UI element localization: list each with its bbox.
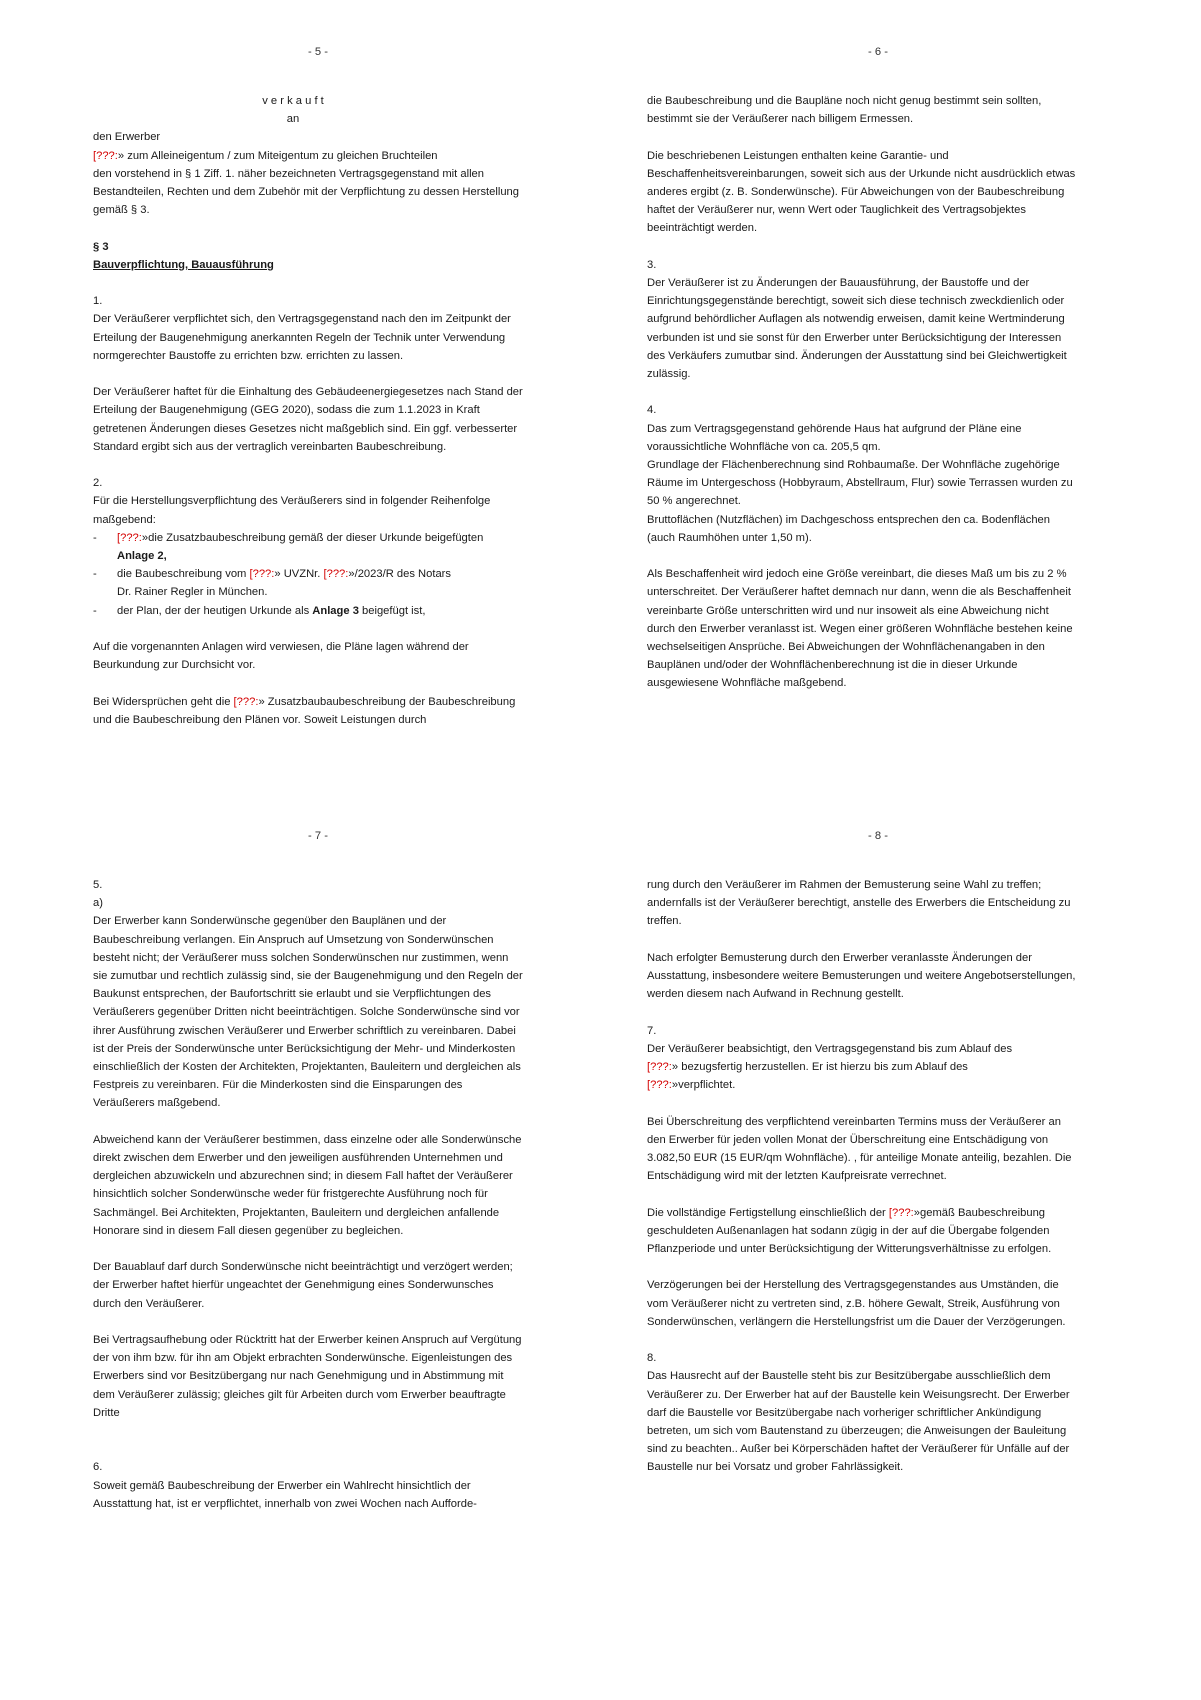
clause-3-number: 3. (647, 258, 657, 271)
bemusterung-paragraph: Nach erfolgter Bemusterung durch den Erwerber veranlasste Änderungen der Ausstattung, insbesondere weitere Bemusterungen und weitere Angebotserstellungen, werden diesem nach Aufwand in Rechnung gestellt. (647, 951, 1076, 1001)
fertigstellung-text: »gemäß Baubeschreibung geschuldeten Außenanlagen hat sodann zügig in der auf die Übergabe folgenden Pflanzperiode und unter Berücksichtigung der Witterungsverhältnisse zu erfolgen. (647, 1206, 1052, 1255)
geg-paragraph: Der Veräußerer haftet für die Einhaltung des Gebäudeenergiegesetzes nach Stand der Erteilung der Baugenehmigung (GEG 2020), sodass die zum 1.1.2023 in Kraft getretenen Änderungen dieses Gesetzes nicht maßgeblich sind. Ein ggf. verbesserter Standard ergibt sich aus der vertraglich vereinbarten Baubeschreibung. (93, 386, 523, 453)
placeholder-marker: [???: (323, 568, 349, 581)
list-dash: - (93, 531, 97, 544)
page-number-6: - 6 - (868, 46, 888, 58)
placeholder-marker: [???: (117, 531, 142, 544)
clause-4-text: Bruttoflächen (Nutzflächen) im Dachgeschoss entsprechen den ca. Bodenflächen (auch Raumhöhen unter 1,50 m). (647, 513, 1050, 544)
clause-4-text: Grundlage der Flächenberechnung sind Rohbaumaße. Der Wohnfläche zugehörige Räume im Untergeschoss (Hobbyraum, Abstellraum, Flur) sowie Terrassen wurden zu 50 % angerechnet. (647, 459, 1073, 508)
page-5 (93, 92, 523, 747)
fertigstellung-paragraph (647, 1204, 1077, 1259)
clause-7-number: 7. (647, 1024, 657, 1037)
clause-2-text: Für die Herstellungsverpflichtung des Veräußerers sind in folgender Reihenfolge maßgebend: (93, 495, 491, 526)
page-8 (647, 876, 1077, 1495)
list-text: »die Zusatzbaubeschreibung gemäß der dieser Urkunde beigefügten (141, 531, 484, 544)
list-item (93, 565, 523, 601)
list-dash: - (93, 568, 97, 581)
list-item (93, 529, 523, 565)
clause-1-text: Der Veräußerer verpflichtet sich, den Vertragsgegenstand nach den im Zeitpunkt der Erteilung der Baugenehmigung anerkannten Regeln der Technik unter Verwendung normgerechter Baustoffe zu errichten bzw. errichten zu lassen. (93, 313, 511, 362)
clause-7-text-part: »verpflichtet. (671, 1079, 736, 1092)
continuation-paragraph: die Baubeschreibung und die Baupläne noch nicht genug bestimmt sein sollten, bestimmt sie der Veräußerer nach billigem Ermessen. (647, 95, 1042, 126)
placeholder-marker: [???: (249, 568, 275, 581)
list-text: Dr. Rainer Regler in München. (117, 586, 268, 599)
page-number-8: - 8 - (868, 830, 888, 842)
abweichend-paragraph: Abweichend kann der Veräußerer bestimmen, dass einzelne oder alle Sonderwünsche direkt zwischen dem Erwerber und den jeweiligen ausführenden Unternehmen und dergleichen abzuwickeln und abzurechnen sind; in diesem Fall haftet der Veräußerer hinsichtlich solcher Sonderwünsche weder für fristgerechte Ausführung noch für Sachmängel. Bei Architekten, Projektanten, Bauleitern und dergleichen anfallende Honorare sind in diesem Fall diesen gegenüber zu begleichen. (93, 1133, 522, 1237)
page-number-7: - 7 - (308, 830, 328, 842)
page-7 (93, 876, 523, 1531)
widerspruch-text: Bei Widersprüchen geht die (93, 695, 234, 708)
section-3-title: Bauverpflichtung, Bauausführung (93, 258, 274, 271)
placeholder-marker: [???: (233, 695, 259, 708)
sonderwuensche-paragraph: Der Erwerber kann Sonderwünsche gegenüber den Bauplänen und der Baubeschreibung verlangen. Ein Anspruch auf Umsetzung von Sonderwünschen besteht nicht; der Veräußerer muss solchen Sonderwünschen nur zustimmen, wenn sie zumutbar und rechtlich zulässig sind, sie der Baugenehmigung und den Regeln der Baukunst entsprechen, der Baufortschritt sie erlaubt und sie Verpflichtungen des Veräußerers gegenüber Dritten nicht beeinträchtigen. Solche Sonderwünsche sind vor ihrer Ausführung zwischen Veräußerer und Erwerber schriftlich zu vereinbaren. Dabei ist der Preis der Sonderwünsche unter Berücksichtigung der Mehr- und Minderkosten einschließlich der Kosten der Architekten, Projektanten, Bauleitern und dergleichen als Festpreis zu vereinbaren. Für die Minderkosten sind die Einsparungen des Veräußerers maßgebend. (93, 915, 523, 1110)
anlage-2-label: Anlage 2, (117, 550, 167, 563)
beschaffenheit-paragraph: Als Beschaffenheit wird jedoch eine Größe vereinbart, die dieses Maß um bis zu 2 % unterschreitet. Der Veräußerer haftet demnach nur dann, wenn die als Beschaffenheit vereinbarte Größe unterschritten wird und nur insoweit als eine Abweichung nicht durch den Erwerber veranlasst ist. Wegen einer größeren Wohnfläche bestehen keine wechselseitigen Ansprüche. Bei Abweichungen der Wohnflächenangaben in den Bauplänen und/oder der Wohnflächenberechnung ist die in dieser Urkunde ausgewiesene Wohnfläche maßgebend. (647, 568, 1073, 690)
gegenstand-paragraph: den vorstehend in § 1 Ziff. 1. näher bezeichneten Vertragsgegenstand mit allen Bestandteilen, Rechten und dem Zubehör mit der Verpflichtung zu dessen Herstellung gemäß § 3. (93, 167, 519, 217)
widerspruch-paragraph (93, 693, 523, 729)
continuation-paragraph: rung durch den Veräußerer im Rahmen der Bemusterung seine Wahl zu treffen; andernfalls ist der Veräußerer berechtigt, anstelle des Erwerbers die Entscheidung zu treffen. (647, 879, 1071, 928)
placeholder-marker: [???: (647, 1079, 672, 1092)
eigentum-line (93, 147, 523, 165)
eigentum-text: » zum Alleineigentum / zum Miteigentum zu gleichen Bruchteilen (117, 149, 438, 162)
placeholder-marker: [???: (93, 149, 118, 162)
page-6 (647, 92, 1077, 711)
clause-8-text: Das Hausrecht auf der Baustelle steht bis zur Besitzübergabe ausschließlich dem Veräußerer zu. Der Erwerber hat auf der Baustelle kein Weisungsrecht. Der Erwerber darf die Baustelle vor Besitzübergabe nach vorheriger schriftlicher Ankündigung betreten, um sich vom Bautenstand zu überzeugen; die Anweisungen der Bauleitung sind zu beachten.. Außer bei Körperschäden haftet der Veräußerer für Unfälle auf der Baustelle nur bei Vorsatz und grober Fahrlässigkeit. (647, 1370, 1070, 1474)
list-text: beigefügt ist, (358, 604, 426, 617)
clause-7-text: Der Veräußerer beabsichtigt, den Vertragsgegenstand bis zum Ablauf des (647, 1042, 1013, 1055)
widerspruch-text: » Zusatzbaubaubeschreibung der Baubeschreibung und die Baubeschreibung den Plänen vor. Soweit Leistungen durch (93, 695, 516, 726)
clause-3-text: Der Veräußerer ist zu Änderungen der Bauausführung, der Baustoffe und der Einrichtungsgegenstände berechtigt, soweit sich diese technisch zweckdienlich oder aufgrund behördlicher Auflagen als notwendig erweisen, damit keine Wertminderung verbunden ist und sie sonst für den Erwerber unter Berücksichtigung der Interessen des Verkäufers zumutbar sind. Änderungen der Ausstattung sind bei Gleichwertigkeit zulässig. (647, 277, 1067, 381)
verkauft-line: v e r k a u f t (262, 95, 324, 107)
verweis-paragraph: Auf die vorgenannten Anlagen wird verwiesen, die Pläne lagen während der Beurkundung zur Durchsicht vor. (93, 641, 469, 672)
bauablauf-paragraph: Der Bauablauf darf durch Sonderwünsche nicht beeinträchtigt und verzögert werden; der Erwerber haftet hierfür ungeachtet der Genehmigung eines Sonderwunsches durch den Veräußerer. (93, 1261, 513, 1310)
clause-8-number: 8. (647, 1352, 657, 1365)
fertigstellung-text: Die vollständige Fertigstellung einschließlich der (647, 1206, 889, 1219)
section-3-number: § 3 (93, 240, 109, 253)
list-text: »/2023/R des Notars (348, 568, 451, 581)
verzoegerung-paragraph: Verzögerungen bei der Herstellung des Vertragsgegenstandes aus Umständen, die vom Veräußerer nicht zu vertreten sind, z.B. höhere Gewalt, Streik, Ausführung von Sonderwünschen, verlängern die Herstellungsfrist um die Dauer der Verzögerungen. (647, 1279, 1066, 1328)
list-text: die Baubeschreibung vom (117, 568, 250, 581)
termin-paragraph: Bei Überschreitung des verpflichtend vereinbarten Termins muss der Veräußerer an den Erwerber für jeden vollen Monat der Überschreitung eine Entschädigung von 3.082,50 EUR (15 EUR/qm Wohnfläche). , für anteilige Monate anteilig, bezahlen. Die Entschädigung wird mit der letzten Kaufpreisrate verrechnet. (647, 1115, 1072, 1183)
clause-7-text (647, 1058, 1077, 1076)
anlage-3-label: Anlage 3 (312, 604, 359, 617)
an-line: an (286, 113, 300, 126)
clause-6-text: Soweit gemäß Baubeschreibung der Erwerber ein Wahlrecht hinsichtlich der Ausstattung hat, ist er verpflichtet, innerhalb von zwei Wochen nach Aufforde- (93, 1479, 477, 1510)
erwerber-line: den Erwerber (93, 131, 161, 144)
clause-7-text (647, 1076, 1077, 1094)
garantie-paragraph: Die beschriebenen Leistungen enthalten keine Garantie- und Beschaffenheitsvereinbarungen, soweit sich aus der Urkunde nicht ausdrücklich etwas anderes ergibt (z. B. Sonderwünsche). Für Abweichungen von der Baubeschreibung haftet der Veräußerer nur, wenn Wert oder Tauglichkeit des Vertragsobjektes beeinträchtigt werden. (647, 149, 1076, 235)
clause-5-number: 5. (93, 879, 103, 891)
list-text: » UVZNr. (274, 568, 324, 581)
clause-5a-label: a) (93, 897, 103, 910)
clause-7-text-part: » bezugsfertig herzustellen. Er ist hierzu bis zum Ablauf des (671, 1061, 968, 1073)
list-text: der Plan, der der heutigen Urkunde als (117, 604, 313, 617)
clause-2-number: 2. (93, 477, 103, 490)
clause-1-number: 1. (93, 295, 103, 308)
placeholder-marker: [???: (888, 1206, 914, 1219)
clause-4-text: Das zum Vertragsgegenstand gehörende Haus hat aufgrund der Pläne eine voraussichtliche Wohnfläche von ca. 205,5 qm. (647, 422, 1022, 453)
clause-4-number: 4. (647, 404, 657, 417)
page-number-5: - 5 - (308, 46, 328, 58)
placeholder-marker: [???: (647, 1061, 672, 1073)
clause-6-number: 6. (93, 1461, 103, 1474)
list-item (93, 602, 523, 620)
list-dash: - (93, 604, 97, 617)
aufhebung-paragraph: Bei Vertragsaufhebung oder Rücktritt hat der Erwerber keinen Anspruch auf Vergütung der von ihm bzw. für ihn am Objekt erbrachten Sonderwünsche. Eigenleistungen des Erwerbers sind vor Besitzübergang nur nach Genehmigung und in Abstimmung mit dem Veräußerer zulässig; gleiches gilt für Arbeiten durch vom Erwerber beauftragte Dritte (93, 1334, 522, 1419)
